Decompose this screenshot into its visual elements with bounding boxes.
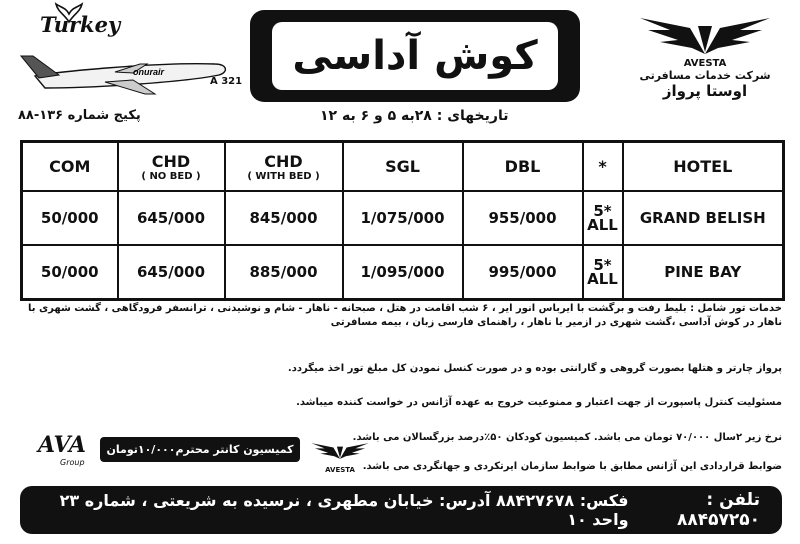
brand-name: AVESTA — [683, 58, 727, 69]
services-note: خدمات تور شامل : بلیط رفت و برگشت با ایرباس انور ایر ، ۶ شب اقامت در هتل ، صبحانه - ناهار - شام و نوشیدنی ، ترانسفر فرودگاهی ، گشت شهری با ناهار در کوش آداسی ،گشت شهری در ازمیر با ناهار ، راهنمای فارسی زبان ، بیمه مسافرتی — [28, 303, 782, 328]
cell-chd-nobed: 645/000 — [118, 191, 225, 245]
cell-chd-nobed: 645/000 — [118, 245, 225, 300]
cell-sgl: 1/095/000 — [343, 245, 463, 300]
small-brand-name: AVESTA — [325, 466, 355, 474]
contact-footer — [20, 486, 782, 534]
airline-logo — [40, 12, 170, 37]
title-box — [250, 10, 580, 102]
cell-dbl: 955/000 — [463, 191, 583, 245]
small-brand-logo — [305, 440, 375, 474]
fax-address: فکس: ۸۸۴۲۷۶۷۸ آدرس: خیابان مطهری ، نرسیده به شریعتی ، شماره ۲۳ واحد ۱۰ — [59, 491, 629, 529]
airline-logo-text: Turkey — [40, 12, 121, 37]
rules-note: ضوابط قراردادی این آژانس مطابق با ضوابط سازمان ایرتکردی و جهانگردی می باشد. — [362, 461, 782, 472]
header-dbl: DBL — [463, 142, 583, 192]
ava-logo-text: AVA — [38, 432, 86, 458]
header-chd-nobed: CHD ( NO BED ) — [118, 142, 225, 192]
table-header-row — [22, 142, 784, 192]
table-row — [22, 191, 784, 245]
price-table — [20, 140, 785, 301]
child-note: نرخ زیر ۲سال ۷۰/۰۰۰ تومان می باشد. کمیسیون کودکان ۵۰٪درصد بزرگسالان می باشد. — [352, 432, 782, 443]
cell-chd-withbed: 845/000 — [225, 191, 343, 245]
tour-dates: تاریخهای : ۲۸به ۵ و ۶ به ۱۲ — [320, 108, 509, 124]
tulip-icon — [54, 2, 84, 24]
cell-com: 50/000 — [22, 191, 118, 245]
aircraft-model: A 321 — [210, 76, 243, 87]
header-chd-withbed: CHD ( WITH BED ) — [225, 142, 343, 192]
passport-note: مسئولیت کنترل پاسپورت از جهت اعتبار و ممنوعیت خروج به عهده آژانس در خواست کننده میباشد. — [296, 397, 782, 408]
cell-dbl: 995/000 — [463, 245, 583, 300]
commission-box: کمیسیون کانتر محترم۱۰/۰۰۰تومان — [100, 437, 300, 462]
ava-logo-sub: Group — [60, 458, 85, 467]
wings-icon — [630, 16, 780, 56]
cell-hotel: GRAND BELISH — [623, 191, 784, 245]
cell-star: 5* ALL — [583, 191, 623, 245]
brand-main: اوستا پرواز — [662, 82, 748, 100]
brand-logo — [625, 16, 785, 100]
wings-icon — [307, 440, 373, 462]
package-number: پکیج شماره ۱۳۶-۸۸ — [18, 108, 141, 123]
header-sgl: SGL — [343, 142, 463, 192]
charter-note: پرواز چارتر و هتلها بصورت گروهی و گارانتی بوده و در صورت کنسل نمودن کل مبلغ تور اخذ میگردد. — [287, 363, 782, 374]
page-title: کوش آداسی — [272, 22, 558, 90]
cell-sgl: 1/075/000 — [343, 191, 463, 245]
cell-star: 5* ALL — [583, 245, 623, 300]
cell-hotel: PINE BAY — [623, 245, 784, 300]
airplane-icon — [15, 42, 230, 97]
header-hotel: HOTEL — [623, 142, 784, 192]
brand-subtitle: شرکت خدمات مسافرتی — [639, 69, 771, 82]
phone-number: تلفن : ۸۸۴۵۷۲۵۰ — [676, 490, 760, 530]
cell-com: 50/000 — [22, 245, 118, 300]
table-row — [22, 245, 784, 300]
header-star: * — [583, 142, 623, 192]
airline-livery: onurair — [133, 67, 165, 77]
header-com: COM — [22, 142, 118, 192]
ava-group-logo — [30, 430, 90, 470]
cell-chd-withbed: 885/000 — [225, 245, 343, 300]
